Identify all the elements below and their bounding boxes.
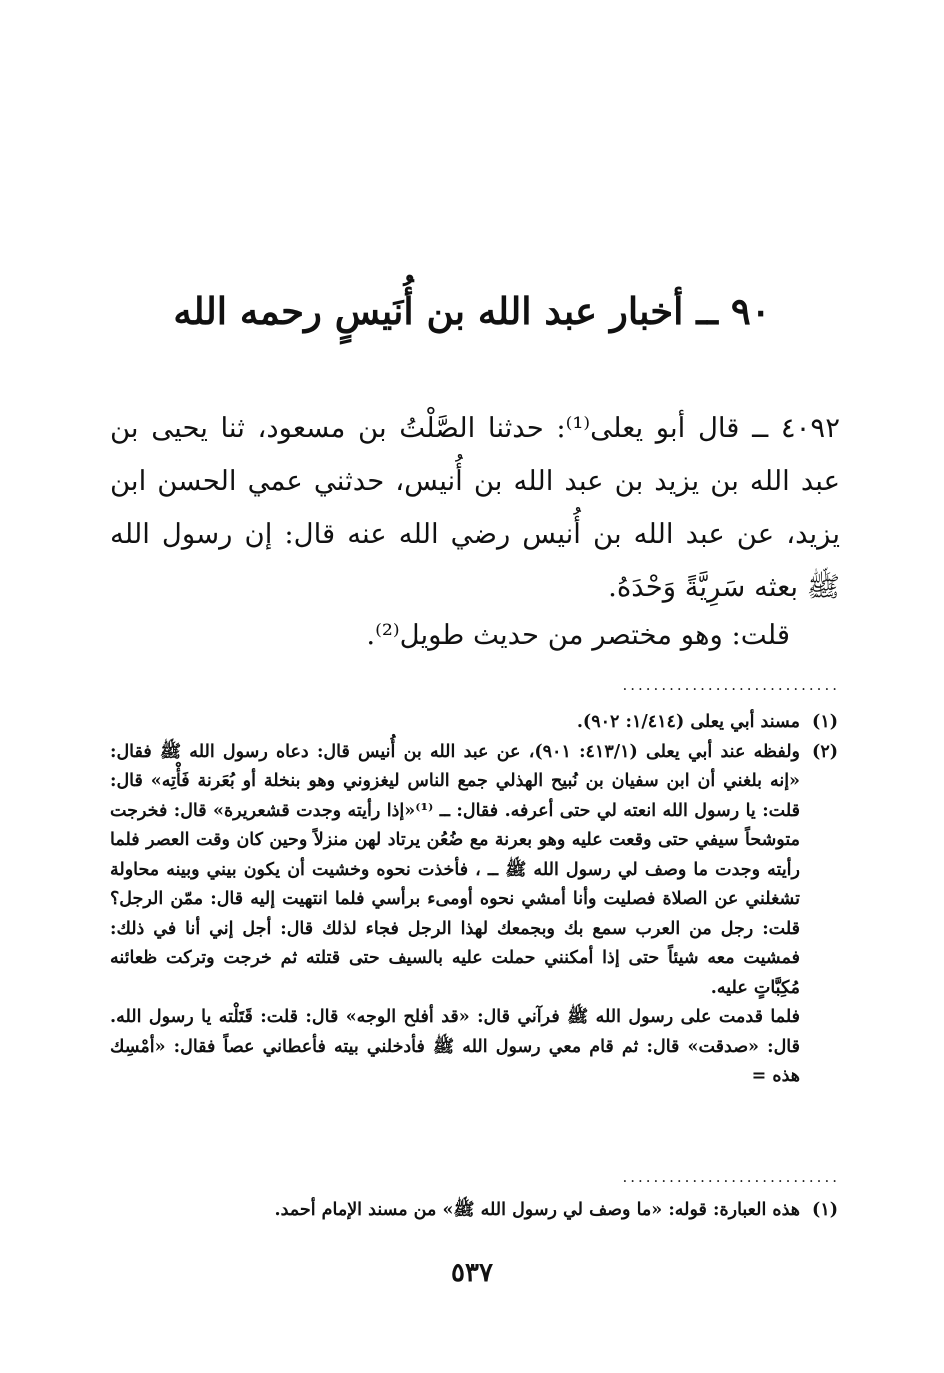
footnote-separator: ............................ <box>622 676 840 694</box>
page-number: ٥٣٧ <box>451 1258 493 1288</box>
footnotes-section <box>110 708 838 1092</box>
footnote-1 <box>110 708 838 738</box>
hadith-text <box>110 402 840 614</box>
hadith-paragraph: ٤٠٩٢ ــ قال أبو يعلى⁽¹⁾: حدثنا الصَّلْتُ بن مسعود، ثنا يحيى بن عبد الله بن يزيد بن عبد الله بن أُنيس، حدثني عمي الحسن ابن يزيد، عن عبد الله بن أُنيس رضي الله عنه قال: إن رسول الله ﷺ بعثه سَرِيَّةً وَحْدَهُ. <box>110 412 840 603</box>
footnote-number: (٢) <box>812 741 838 762</box>
chapter-title: ٩٠ ــ أخبار عبد الله بن أُنَيسٍ رحمه الله <box>173 289 771 333</box>
footnote-number: (١) <box>812 1200 838 1220</box>
footnote-2 <box>110 738 838 1092</box>
footnote-text: هذه العبارة: قوله: «ما وصف لي رسول الله ﷺ» من مسند الإمام أحمد. <box>274 1200 800 1220</box>
hadith-note: قلت: وهو مختصر من حديث طويل⁽²⁾. <box>366 619 790 651</box>
secondary-footnotes-section <box>110 1196 838 1226</box>
footnote-number: (١) <box>812 712 838 732</box>
footnote-text: ولفظه عند أبي يعلى (٤١٣/١: ٩٠١)، عن عبد الله بن أُنيس قال: دعاه رسول الله ﷺ فقال: «إنه بلغني أن ابن سفيان بن نُبيح الهذلي جمع الناس ليغزوني وهو بنخلة أو بُعَرنة فَأْتِه» قال: قلت: يا رسول الله انعته لي حتى أعرفه. فقال: ــ ⁽¹⁾«إذا رأيته وجدت قشعريرة» قال: فخرجت متوشحاً سيفي حتى وقعت عليه وهو بعرنة مع ضُعُن يرتاد لهن منزلاً وحين كان وقت العصر فلما رأيته وجدت ما وصف لي رسول الله ﷺ ــ ، فأخذت نحوه وخشيت أن يكون بيني وبينه محاولة تشغلني عن الصلاة فصليت وأنا أمشي نحوه أومىء برأسي فلما انتهيت إليه قال: ممّن الرجل؟ قلت: رجل من العرب سمع بك وبجمعك لهذا الرجل فجاء لذلك قال: أجل إني أنا في ذلك: فمشيت معه شيئاً حتى إذا أمكنني حملت عليه بالسيف حتى قتلته ثم خرجت وتركت ظعائنه مُكِبَّاتٍ عليه. <box>110 741 800 998</box>
footnote-text-continued: فلما قدمت على رسول الله ﷺ فرآني قال: «قد أفلح الوجه» قال: قلت: قَتَلْته يا رسول الله. قال: «صدقت» قال: ثم قام معي رسول الله ﷺ فأدخلني بيته فأعطاني عصاً فقال: «أمْسِك هذه = <box>110 1007 800 1086</box>
secondary-footnote-1 <box>110 1196 838 1226</box>
footnote-text: مسند أبي يعلى (١/٤١٤: ٩٠٢). <box>576 712 800 732</box>
footnote-separator-secondary: ............................ <box>622 1168 840 1186</box>
